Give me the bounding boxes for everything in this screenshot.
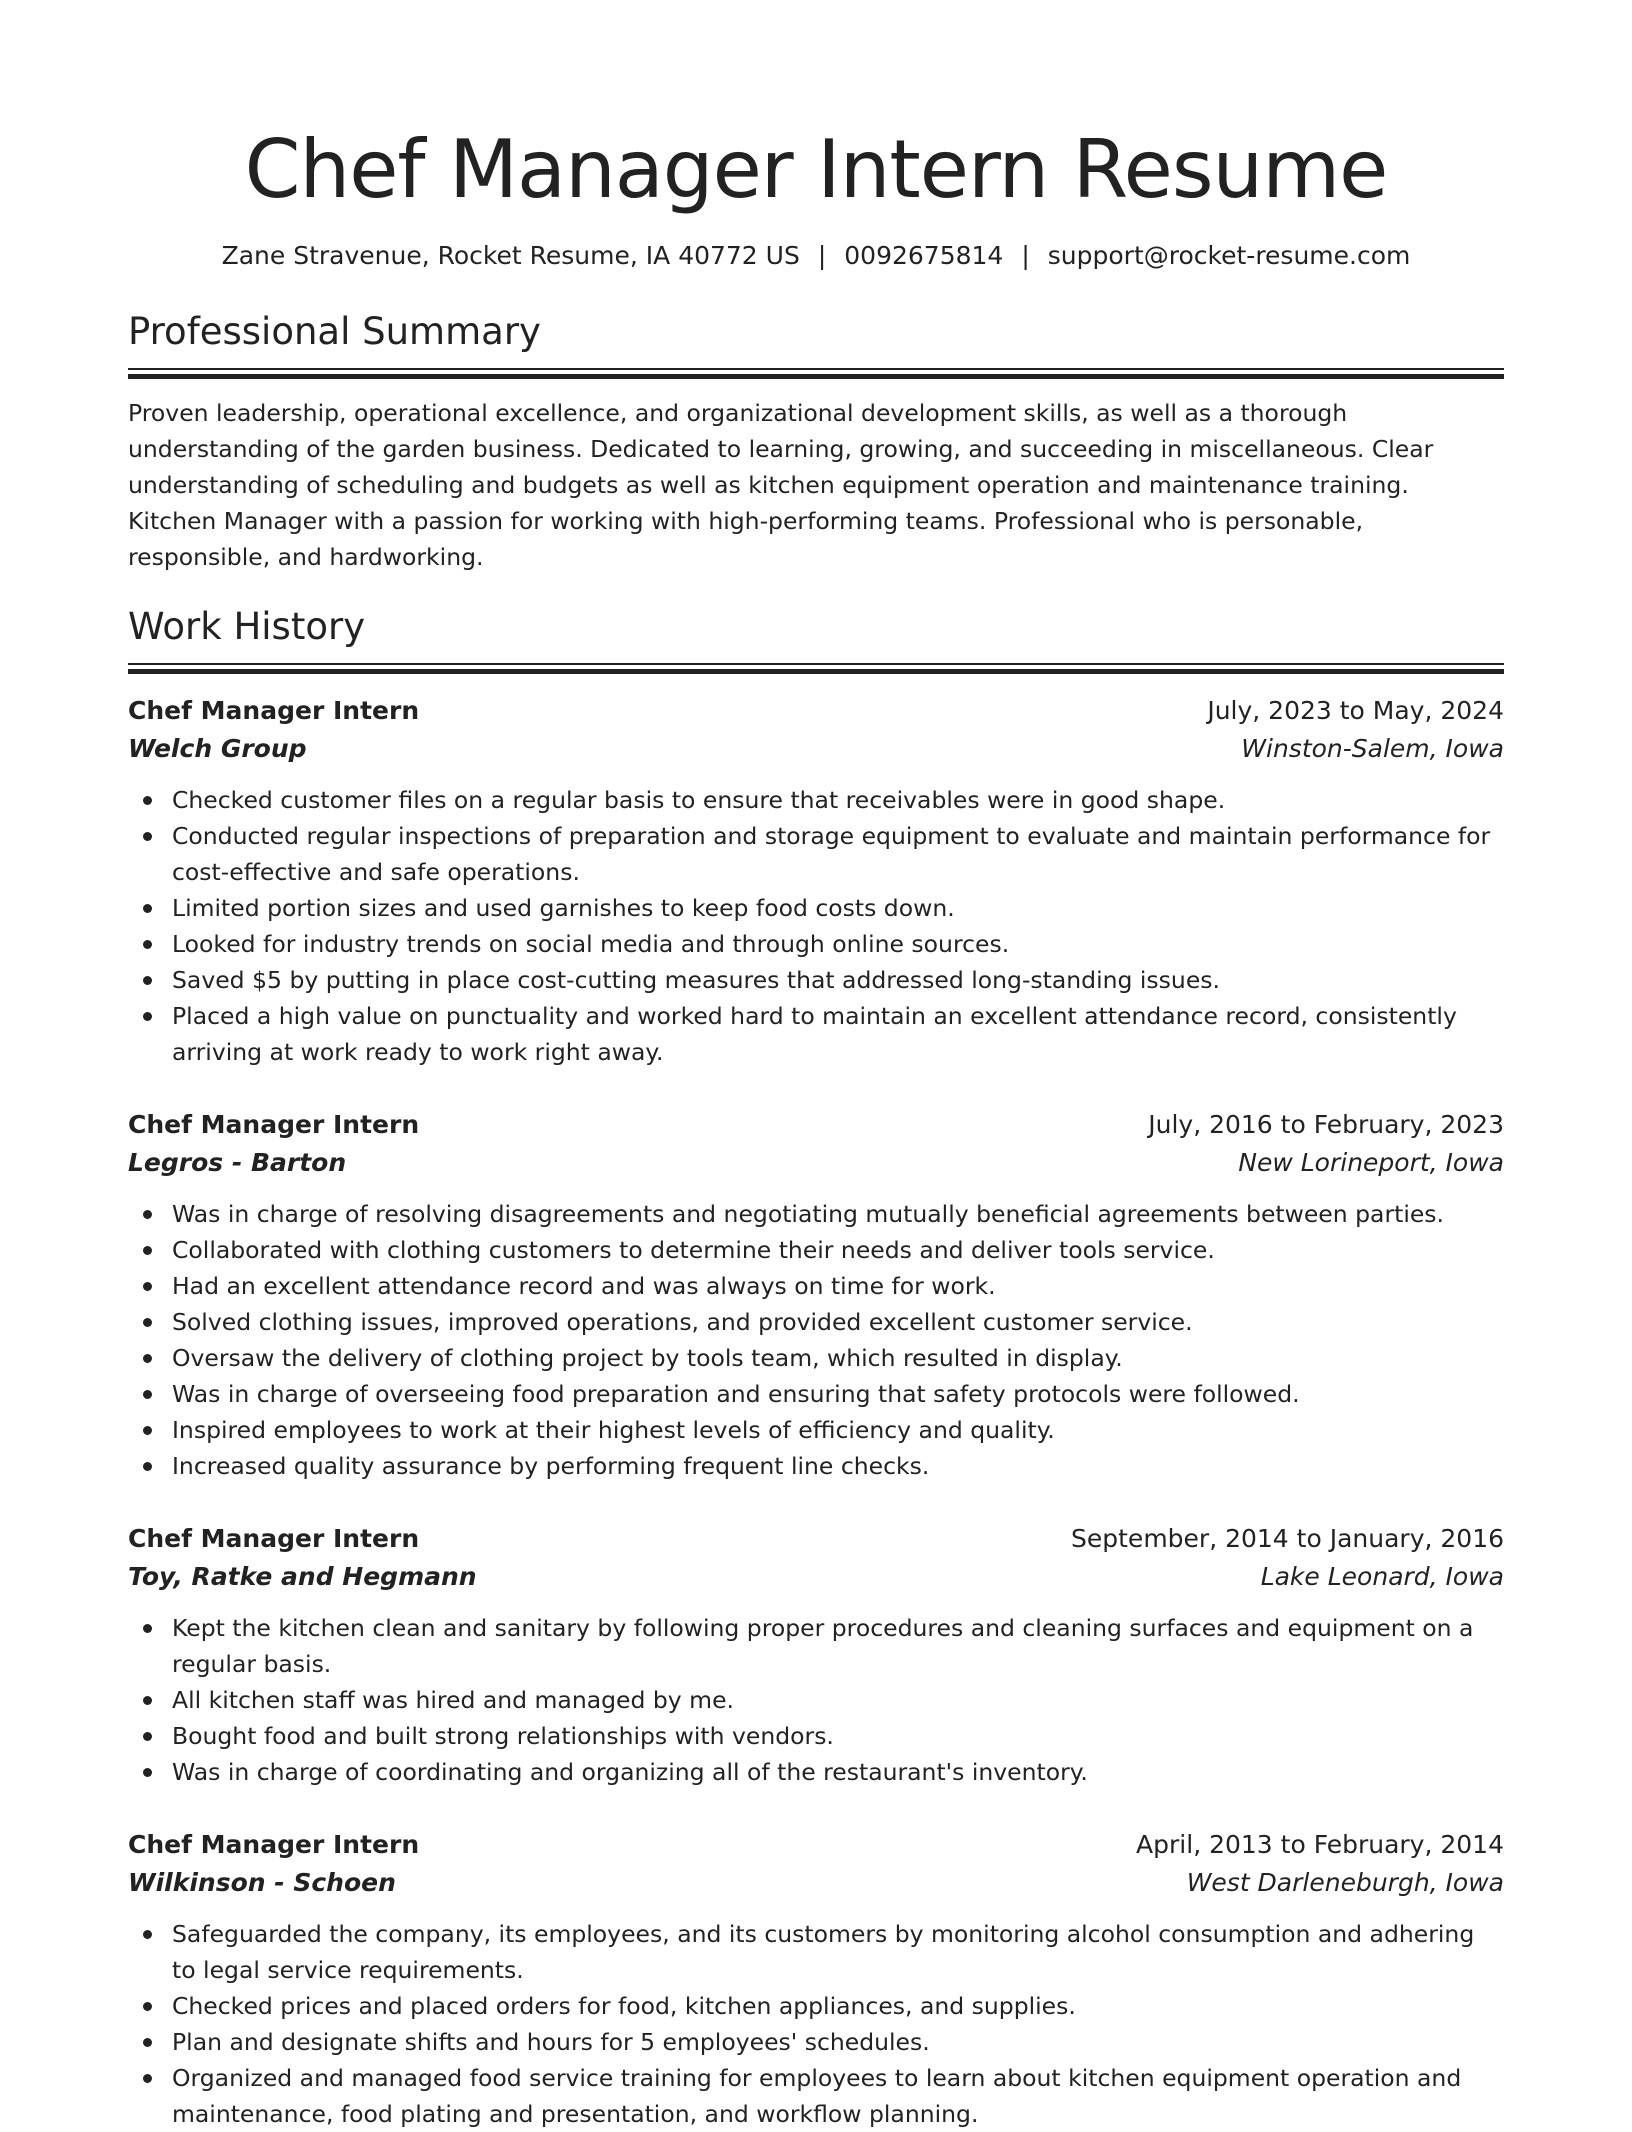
list-item: All kitchen staff was hired and managed by me.: [172, 1682, 1504, 1718]
list-item: Placed a high value on punctuality and worked hard to maintain an excellent attendance record, consistently arriving at work ready to work right away.: [172, 998, 1504, 1070]
list-item: Saved $5 by putting in place cost-cutting measures that addressed long-standing issues.: [172, 962, 1504, 998]
list-item: Limited portion sizes and used garnishes to keep food costs down.: [172, 890, 1504, 926]
list-item: Organized and managed food service training for employees to learn about kitchen equipment operation and maintenance, food plating and presentation, and workflow planning.: [172, 2060, 1504, 2132]
company-name: Toy, Ratke and Hegmann: [128, 1562, 477, 1591]
list-item: Increased quality assurance by performing frequent line checks.: [172, 1448, 1504, 1484]
resume-title: Chef Manager Intern Resume: [244, 123, 1388, 216]
company-name: Legros - Barton: [128, 1148, 347, 1177]
summary-text: Proven leadership, operational excellence, and organizational development skills, as well as a thorough understanding of the garden business. Dedicated to learning, growing, and succeeding in miscellaneous. Clear understanding of scheduling and budgets as well as kitchen equipment operation and maintenance training. Kitchen Manager with a passion for working with high-performing teams. Professional who is personable, responsible, and hardworking.: [128, 399, 1434, 571]
list-item: Safeguarded the company, its employees, and its customers by monitoring alcohol consumption and adhering to legal service requirements.: [172, 1916, 1504, 1988]
work-history-section: [128, 603, 1504, 2132]
list-item: Solved clothing issues, improved operations, and provided excellent customer service.: [172, 1304, 1504, 1340]
list-item: Checked prices and placed orders for food, kitchen appliances, and supplies.: [172, 1988, 1504, 2024]
job-title: Chef Manager Intern: [128, 1830, 420, 1859]
list-item: Conducted regular inspections of preparation and storage equipment to evaluate and maintain performance for cost-effective and safe operations.: [172, 818, 1504, 890]
list-item: Checked customer files on a regular basis to ensure that receivables were in good shape.: [172, 782, 1504, 818]
list-item: Was in charge of coordinating and organizing all of the restaurant's inventory.: [172, 1754, 1504, 1790]
contact-line: [128, 238, 1504, 274]
job-title: Chef Manager Intern: [128, 696, 420, 725]
job-entry: [128, 1520, 1504, 1790]
job-dates: September, 2014 to January, 2016: [1071, 1524, 1504, 1553]
job-location: West Darleneburgh, Iowa: [1186, 1868, 1504, 1897]
job-dates: July, 2016 to February, 2023: [1148, 1110, 1504, 1139]
job-entry: [128, 1106, 1504, 1484]
list-item: Bought food and built strong relationships with vendors.: [172, 1718, 1504, 1754]
list-item: Kept the kitchen clean and sanitary by following proper procedures and cleaning surfaces and equipment on a regular basis.: [172, 1610, 1504, 1682]
contact-separator: |: [1021, 241, 1030, 270]
list-item: Collaborated with clothing customers to determine their needs and deliver tools service.: [172, 1232, 1504, 1268]
section-heading: Professional Summary: [128, 310, 541, 353]
list-item: Plan and designate shifts and hours for 5 employees' schedules.: [172, 2024, 1504, 2060]
professional-summary-section: [128, 308, 1504, 575]
job-dates: April, 2013 to February, 2014: [1136, 1830, 1504, 1859]
job-bullets: [128, 1196, 1504, 1484]
list-item: Inspired employees to work at their highest levels of efficiency and quality.: [172, 1412, 1504, 1448]
job-location: New Lorineport, Iowa: [1238, 1148, 1504, 1177]
list-item: Had an excellent attendance record and was always on time for work.: [172, 1268, 1504, 1304]
job-bullets: [128, 782, 1504, 1070]
job-dates: July, 2023 to May, 2024: [1207, 696, 1504, 725]
company-name: Welch Group: [128, 734, 307, 763]
section-divider: [128, 663, 1504, 674]
list-item: Looked for industry trends on social media and through online sources.: [172, 926, 1504, 962]
list-item: Was in charge of overseeing food preparation and ensuring that safety protocols were followed.: [172, 1376, 1504, 1412]
company-name: Wilkinson - Schoen: [128, 1868, 396, 1897]
job-title: Chef Manager Intern: [128, 1110, 420, 1139]
list-item: Oversaw the delivery of clothing project by tools team, which resulted in display.: [172, 1340, 1504, 1376]
job-location: Lake Leonard, Iowa: [1260, 1562, 1504, 1591]
contact-separator: |: [817, 241, 827, 270]
job-entry: [128, 1826, 1504, 2132]
contact-phone: 0092675814: [844, 241, 1004, 270]
resume-page: [128, 118, 1504, 2132]
contact-address: Zane Stravenue, Rocket Resume, IA 40772 US: [221, 241, 800, 270]
section-divider: [128, 368, 1504, 379]
job-location: Winston-Salem, Iowa: [1241, 734, 1504, 763]
section-heading: Work History: [128, 605, 366, 648]
contact-email: support@rocket-resume.com: [1047, 241, 1411, 270]
job-entry: [128, 692, 1504, 1070]
job-bullets: [128, 1916, 1504, 2132]
job-title: Chef Manager Intern: [128, 1524, 420, 1553]
job-bullets: [128, 1610, 1504, 1790]
list-item: Was in charge of resolving disagreements and negotiating mutually beneficial agreements between parties.: [172, 1196, 1504, 1232]
